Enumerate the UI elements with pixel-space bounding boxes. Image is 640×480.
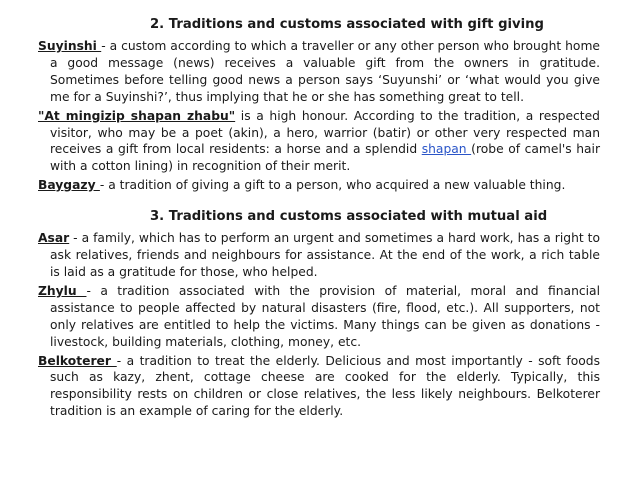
term-asar: Asar — [38, 231, 70, 246]
entry-text: - a tradition of giving a gift to a person, who acquired a new valuable thing. — [99, 178, 566, 193]
entry-text: - a custom according to which a traveller or any other person who brought home a good message (news) receives a valuable gift from the owners in gratitude. Sometimes before telling good news a person says ‘Suyunshi’ or ‘what would you give me for a Suyinshi?’, thus implying that he or she has something great to tell. — [50, 39, 600, 104]
entry-zhylu — [38, 283, 600, 351]
entry-at-mingizip — [38, 108, 600, 176]
entry-suyinshi — [38, 38, 600, 106]
entry-text: - a tradition to treat the elderly. Delicious and most importantly - soft foods such as kazy, zhent, cottage cheese are cooked for the elderly. Typically, this responsibility rests on children or close relatives, the less likely neighbours. Belkoterer tradition is an example of caring for the elderly. — [50, 353, 600, 419]
entry-text: - a family, which has to perform an urgent and sometimes a hard work, has a right to ask relatives, friends and neighbours for assistance. At the end of the work, a rich table is laid as a gratitude for those, who helped. — [50, 231, 600, 279]
term-baygazy: Baygazy — [38, 178, 100, 193]
section-heading: 2. Traditions and customs associated with gift giving — [150, 17, 544, 32]
entry-belkoterer — [38, 353, 600, 421]
entry-baygazy — [38, 177, 600, 194]
entry-text: (robe of camel's hair with a cotton lining) in recognition of their merit. — [50, 142, 601, 174]
section-heading: 3. Traditions and customs associated with mutual aid — [150, 209, 548, 225]
entry-asar — [38, 230, 600, 281]
section-gift-giving — [38, 16, 600, 194]
term-zhylu: Zhylu — [38, 283, 87, 298]
term-at-mingizip: "At mingizip shapan zhabu" — [38, 108, 236, 123]
term-belkoterer: Belkoterer — [38, 353, 117, 368]
shapan-link[interactable]: shapan — [421, 142, 472, 157]
section-mutual-aid — [38, 208, 600, 420]
entry-text: is a high honour. According to the tradition, a respected visitor, who may be a poet (akin), a hero, warrior (batir) or other very respected man receives a gift from local residents: a horse and a splendid — [50, 108, 600, 157]
term-suyinshi: Suyinshi — [38, 39, 102, 53]
entry-text: - a tradition associated with the provision of material, moral and financial assistance to people affected by natural disasters (fire, flood, etc.). All supporters, not only relatives are entitled to help the victims. Many things can be given as donations - livestock, building materials, clothing, money, etc. — [50, 283, 600, 349]
